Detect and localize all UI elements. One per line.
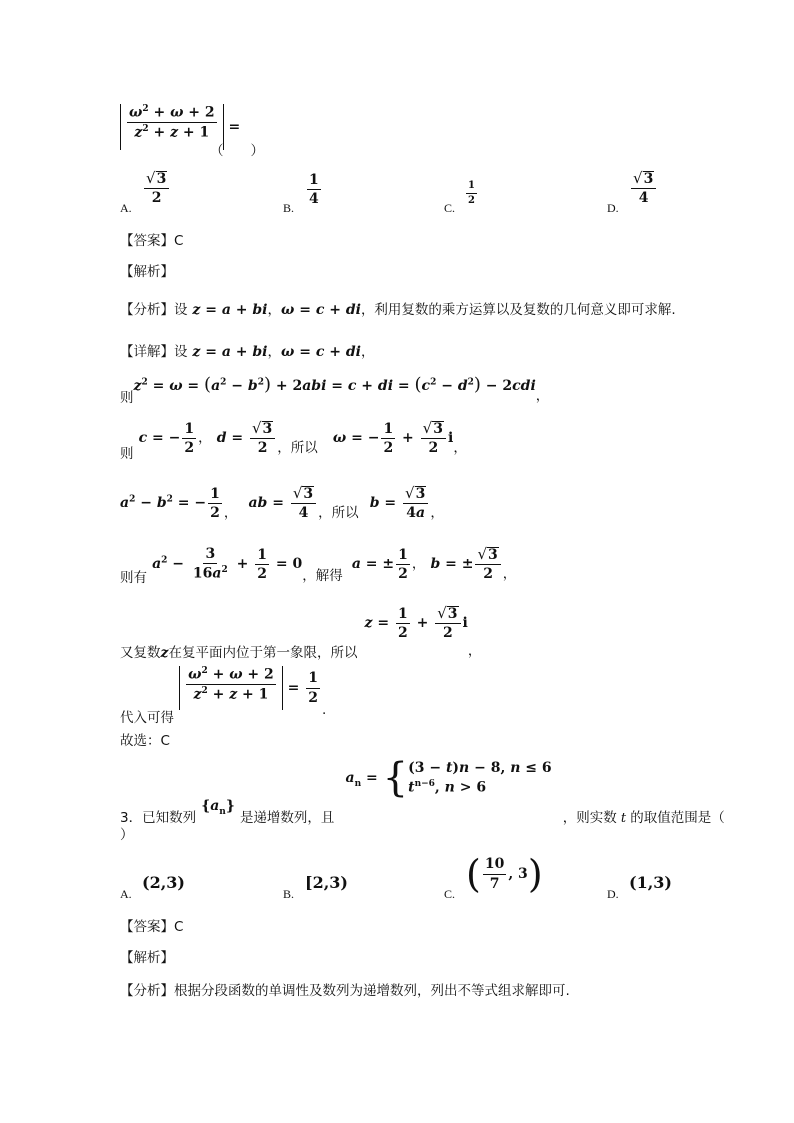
q2-line-result: $_{代入可得}$ $\frac{\omega^2 + \omega + 2}{z^2 + z + 1}$ = $\frac{1}{2}$ $_.$ bbox=[120, 666, 327, 726]
q2-guxuan: 故选：C bbox=[120, 733, 170, 749]
q2-line-quadrant: $_{又复数}z_{在复平面内位于第一象限,所以}$ z = $\frac{1}{2}$ + √ 3 2 $i_,$ bbox=[120, 604, 482, 662]
q2-xiangjie: 【详解】设 z = a + bi，ω = c + di， bbox=[120, 344, 375, 360]
q3-answer: 【答案】C bbox=[120, 919, 184, 935]
option-label: A. bbox=[120, 887, 132, 901]
option-label: D. bbox=[607, 201, 619, 215]
q2-line-ab: $a^2 - b^2$ = − $\frac{1}{2}$ $_,$ ab = √ 3 4 $_{,所以}$ b = √ 3 4a $_,$ bbox=[120, 484, 444, 522]
q2-analysis-title: 【解析】 bbox=[120, 264, 174, 280]
q2-expression: $\frac{\omega^2 + \omega + 2}{z^2 + z + 1}$ = bbox=[120, 104, 240, 150]
option-label: B. bbox=[283, 201, 295, 215]
q2-line-solve: $_{则有}$ $a^2$ − $\frac{3}{16a^2}$ + $\frac{1}{2}$ = $0_{,解得}$ a = ± $\frac{1}{2}$ ， b = ± √ 3 2 $_,$ bbox=[120, 545, 517, 587]
q3-stem-close: ） bbox=[120, 827, 134, 843]
option-label: B. bbox=[283, 887, 295, 901]
q2-line-cd: $_则$ c = − $\frac{1}{2}$ ， d = √ 3 2 $_{,所以}$ ω = − $\frac{1}{2}$ + √ 3 2 $i_,$ bbox=[120, 419, 467, 463]
option-label: A. bbox=[120, 201, 132, 215]
q3-fenxi: 【分析】根据分段函数的单调性及数列为递增数列，列出不等式组求解即可. bbox=[120, 983, 570, 999]
q2-line-square: $_则z^2 = \omega = (a^2 - b^2) + 2abi = c$ + di = $(c^2 - d^2) - 2cdi_,$ bbox=[120, 374, 550, 406]
q2-paren: （ ） bbox=[210, 143, 264, 159]
q3-stem: $_{3.已知数列}$ $\{a_n\}$ $_{是递增数列,且}$ $a_n$ = { (3 − t)n − 8, n ≤ 6 $t^{n-6}$, n > 6 $_{,则实数}$ $_t$ $_{的取值范围是(}$ bbox=[120, 755, 725, 826]
option-label: C. bbox=[444, 201, 456, 215]
option-label: D. bbox=[607, 887, 619, 901]
q2-fenxi: 【分析】设 z = a + bi，ω = c + di，利用复数的乘方运算以及复数的几何意义即可求解. bbox=[120, 302, 676, 318]
option-label: C. bbox=[444, 887, 456, 901]
q3-analysis-title: 【解析】 bbox=[120, 950, 174, 966]
q2-answer: 【答案】C bbox=[120, 233, 184, 249]
